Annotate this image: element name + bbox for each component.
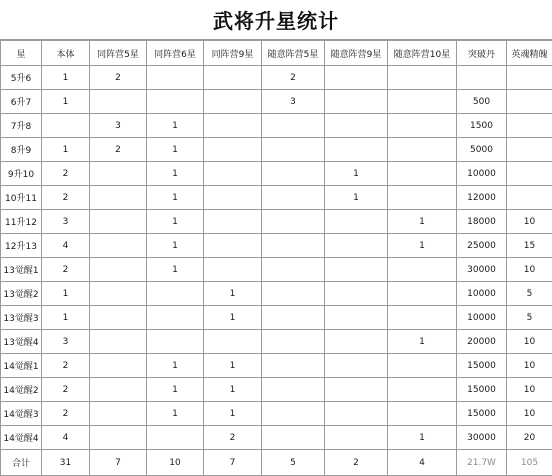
table-cell [388,162,457,186]
row-label-cell: 11升12 [1,210,42,234]
table-cell [204,234,262,258]
table-cell: 1 [204,282,262,306]
table-cell: 500 [457,90,507,114]
table-cell [90,210,147,234]
table-cell: 1 [42,282,90,306]
table-row [1,426,552,450]
table-cell [204,162,262,186]
table-cell: 1 [204,402,262,426]
table-cell: 1 [204,378,262,402]
table-cell [204,138,262,162]
table-cell: 1 [147,186,204,210]
table-cell [325,402,388,426]
table-cell [90,402,147,426]
table-cell: 10000 [457,282,507,306]
table-cell [325,378,388,402]
row-label-cell: 14觉醒3 [1,402,42,426]
row-label-cell: 14觉醒2 [1,378,42,402]
table-row [1,354,552,378]
table-cell [262,282,325,306]
row-label-cell: 14觉醒4 [1,426,42,450]
table-cell [90,426,147,450]
table-cell: 3 [42,210,90,234]
table-cell [204,90,262,114]
table-row [1,402,552,426]
table-cell: 1 [147,210,204,234]
table-cell: 5 [507,306,552,330]
table-cell: 30000 [457,426,507,450]
table-cell [90,258,147,282]
table-cell: 10000 [457,306,507,330]
table-cell [507,66,552,90]
total-cell: 4 [388,450,457,476]
table-cell [457,66,507,90]
table-cell [325,306,388,330]
header-same-camp-6: 同阵营6星 [147,41,204,66]
total-cell: 7 [204,450,262,476]
table-cell [388,66,457,90]
row-label-cell: 9升10 [1,162,42,186]
table-cell: 1 [147,354,204,378]
table-cell: 10 [507,378,552,402]
table-cell: 2 [42,258,90,282]
table-cell [204,66,262,90]
row-label-cell: 5升6 [1,66,42,90]
table-cell [388,186,457,210]
total-label: 合计 [1,450,42,476]
table-row [1,282,552,306]
table-cell [262,186,325,210]
table-cell [262,138,325,162]
table-cell [90,90,147,114]
table-cell: 1 [147,138,204,162]
table-cell [507,90,552,114]
table-cell [204,210,262,234]
table-cell [325,210,388,234]
header-breakthrough-pill: 突破丹 [457,41,507,66]
total-cell: 2 [325,450,388,476]
table-cell: 1 [325,186,388,210]
table-cell: 1 [388,426,457,450]
row-label-cell: 7升8 [1,114,42,138]
table-cell [262,426,325,450]
table-cell [325,66,388,90]
table-row [1,66,552,90]
table-cell [388,354,457,378]
table-cell: 10 [507,330,552,354]
header-same-camp-5: 同阵营5星 [90,41,147,66]
table-cell: 1 [388,234,457,258]
table-cell [507,162,552,186]
table-row [1,258,552,282]
header-hero-soul: 英魂精魄 [507,41,552,66]
table-cell [262,234,325,258]
table-cell [262,210,325,234]
table-cell: 2 [42,186,90,210]
table-cell [262,114,325,138]
table-cell [388,402,457,426]
table-cell: 2 [42,378,90,402]
sheet-title: 武将升星统计 [0,0,552,40]
table-cell [204,186,262,210]
table-cell [388,138,457,162]
header-base: 本体 [42,41,90,66]
table-cell [90,186,147,210]
row-label-cell: 13觉醒4 [1,330,42,354]
table-row [1,162,552,186]
table-cell: 3 [42,330,90,354]
table-cell: 1 [147,402,204,426]
table-cell [388,258,457,282]
table-cell [147,426,204,450]
table-cell [325,258,388,282]
table-cell [388,114,457,138]
table-cell [388,378,457,402]
table-row [1,138,552,162]
table-cell: 10000 [457,162,507,186]
table-cell [90,282,147,306]
table-cell [325,426,388,450]
table-cell [262,306,325,330]
table-cell: 18000 [457,210,507,234]
total-cell: 7 [90,450,147,476]
table-cell [90,234,147,258]
table-cell: 2 [42,162,90,186]
table-cell [90,306,147,330]
table-cell: 1 [147,162,204,186]
table-cell [325,234,388,258]
table-cell: 1 [42,90,90,114]
table-cell [388,282,457,306]
table-cell [90,354,147,378]
table-cell: 1 [204,306,262,330]
table-cell: 1 [388,330,457,354]
table-cell [147,330,204,354]
table-row [1,306,552,330]
table-cell [388,306,457,330]
table-cell [147,66,204,90]
table-cell [90,330,147,354]
table-row [1,90,552,114]
table-cell: 3 [90,114,147,138]
table-cell: 15000 [457,354,507,378]
total-cell: 31 [42,450,90,476]
table-cell [325,282,388,306]
table-cell: 20000 [457,330,507,354]
table-cell [507,114,552,138]
table-cell [90,162,147,186]
total-cell: 10 [147,450,204,476]
table-cell [147,306,204,330]
table-cell [388,90,457,114]
table-cell [325,138,388,162]
table-cell: 1 [388,210,457,234]
table-cell [262,162,325,186]
total-cell: 5 [262,450,325,476]
table-cell: 2 [262,66,325,90]
table-cell [262,258,325,282]
header-any-camp-5: 随意阵营5星 [262,41,325,66]
header-any-camp-9: 随意阵营9星 [325,41,388,66]
table-cell [42,114,90,138]
table-cell: 15 [507,234,552,258]
table-cell [147,282,204,306]
table-cell: 4 [42,426,90,450]
table-cell: 1 [325,162,388,186]
table-cell [325,330,388,354]
table-cell [204,330,262,354]
table-cell: 1500 [457,114,507,138]
header-any-camp-10: 随意阵营10星 [388,41,457,66]
table-cell [507,186,552,210]
table-cell: 1 [147,234,204,258]
table-cell: 3 [262,90,325,114]
table-cell: 1 [204,354,262,378]
table-cell [262,330,325,354]
total-cell: 21.7W [457,450,507,476]
table-cell: 1 [147,114,204,138]
table-row [1,234,552,258]
table-cell [204,114,262,138]
row-label-cell: 10升11 [1,186,42,210]
table-cell: 30000 [457,258,507,282]
table-cell: 20 [507,426,552,450]
table-cell: 2 [204,426,262,450]
table-cell [325,354,388,378]
row-label-cell: 13觉醒3 [1,306,42,330]
star-upgrade-table [0,40,552,476]
table-cell: 1 [42,66,90,90]
table-cell: 5000 [457,138,507,162]
row-label-cell: 12升13 [1,234,42,258]
table-cell: 2 [42,402,90,426]
table-cell: 10 [507,354,552,378]
table-cell: 1 [147,258,204,282]
row-label-cell: 13觉醒2 [1,282,42,306]
table-cell: 2 [90,66,147,90]
table-cell [147,90,204,114]
table-cell: 10 [507,210,552,234]
table-cell: 15000 [457,402,507,426]
table-cell [262,402,325,426]
row-label-cell: 13觉醒1 [1,258,42,282]
row-label-cell: 14觉醒1 [1,354,42,378]
table-cell: 1 [42,138,90,162]
row-label-cell: 6升7 [1,90,42,114]
table-cell: 2 [42,354,90,378]
table-cell [90,378,147,402]
table-row [1,210,552,234]
header-row [1,41,552,66]
table-cell: 12000 [457,186,507,210]
table-cell: 4 [42,234,90,258]
table-row [1,330,552,354]
table-cell: 1 [42,306,90,330]
table-row [1,186,552,210]
table-row [1,378,552,402]
table-cell [262,378,325,402]
table-cell: 2 [90,138,147,162]
table-cell: 15000 [457,378,507,402]
table-cell [262,354,325,378]
table-cell: 10 [507,402,552,426]
table-cell [507,138,552,162]
table-cell [325,114,388,138]
table-cell [204,258,262,282]
total-cell: 105 [507,450,552,476]
table-cell [325,90,388,114]
table-cell: 10 [507,258,552,282]
table-cell: 25000 [457,234,507,258]
row-label-cell: 8升9 [1,138,42,162]
header-same-camp-9: 同阵营9星 [204,41,262,66]
header-star: 星 [1,41,42,66]
table-cell: 5 [507,282,552,306]
table-cell: 1 [147,378,204,402]
table-row [1,114,552,138]
